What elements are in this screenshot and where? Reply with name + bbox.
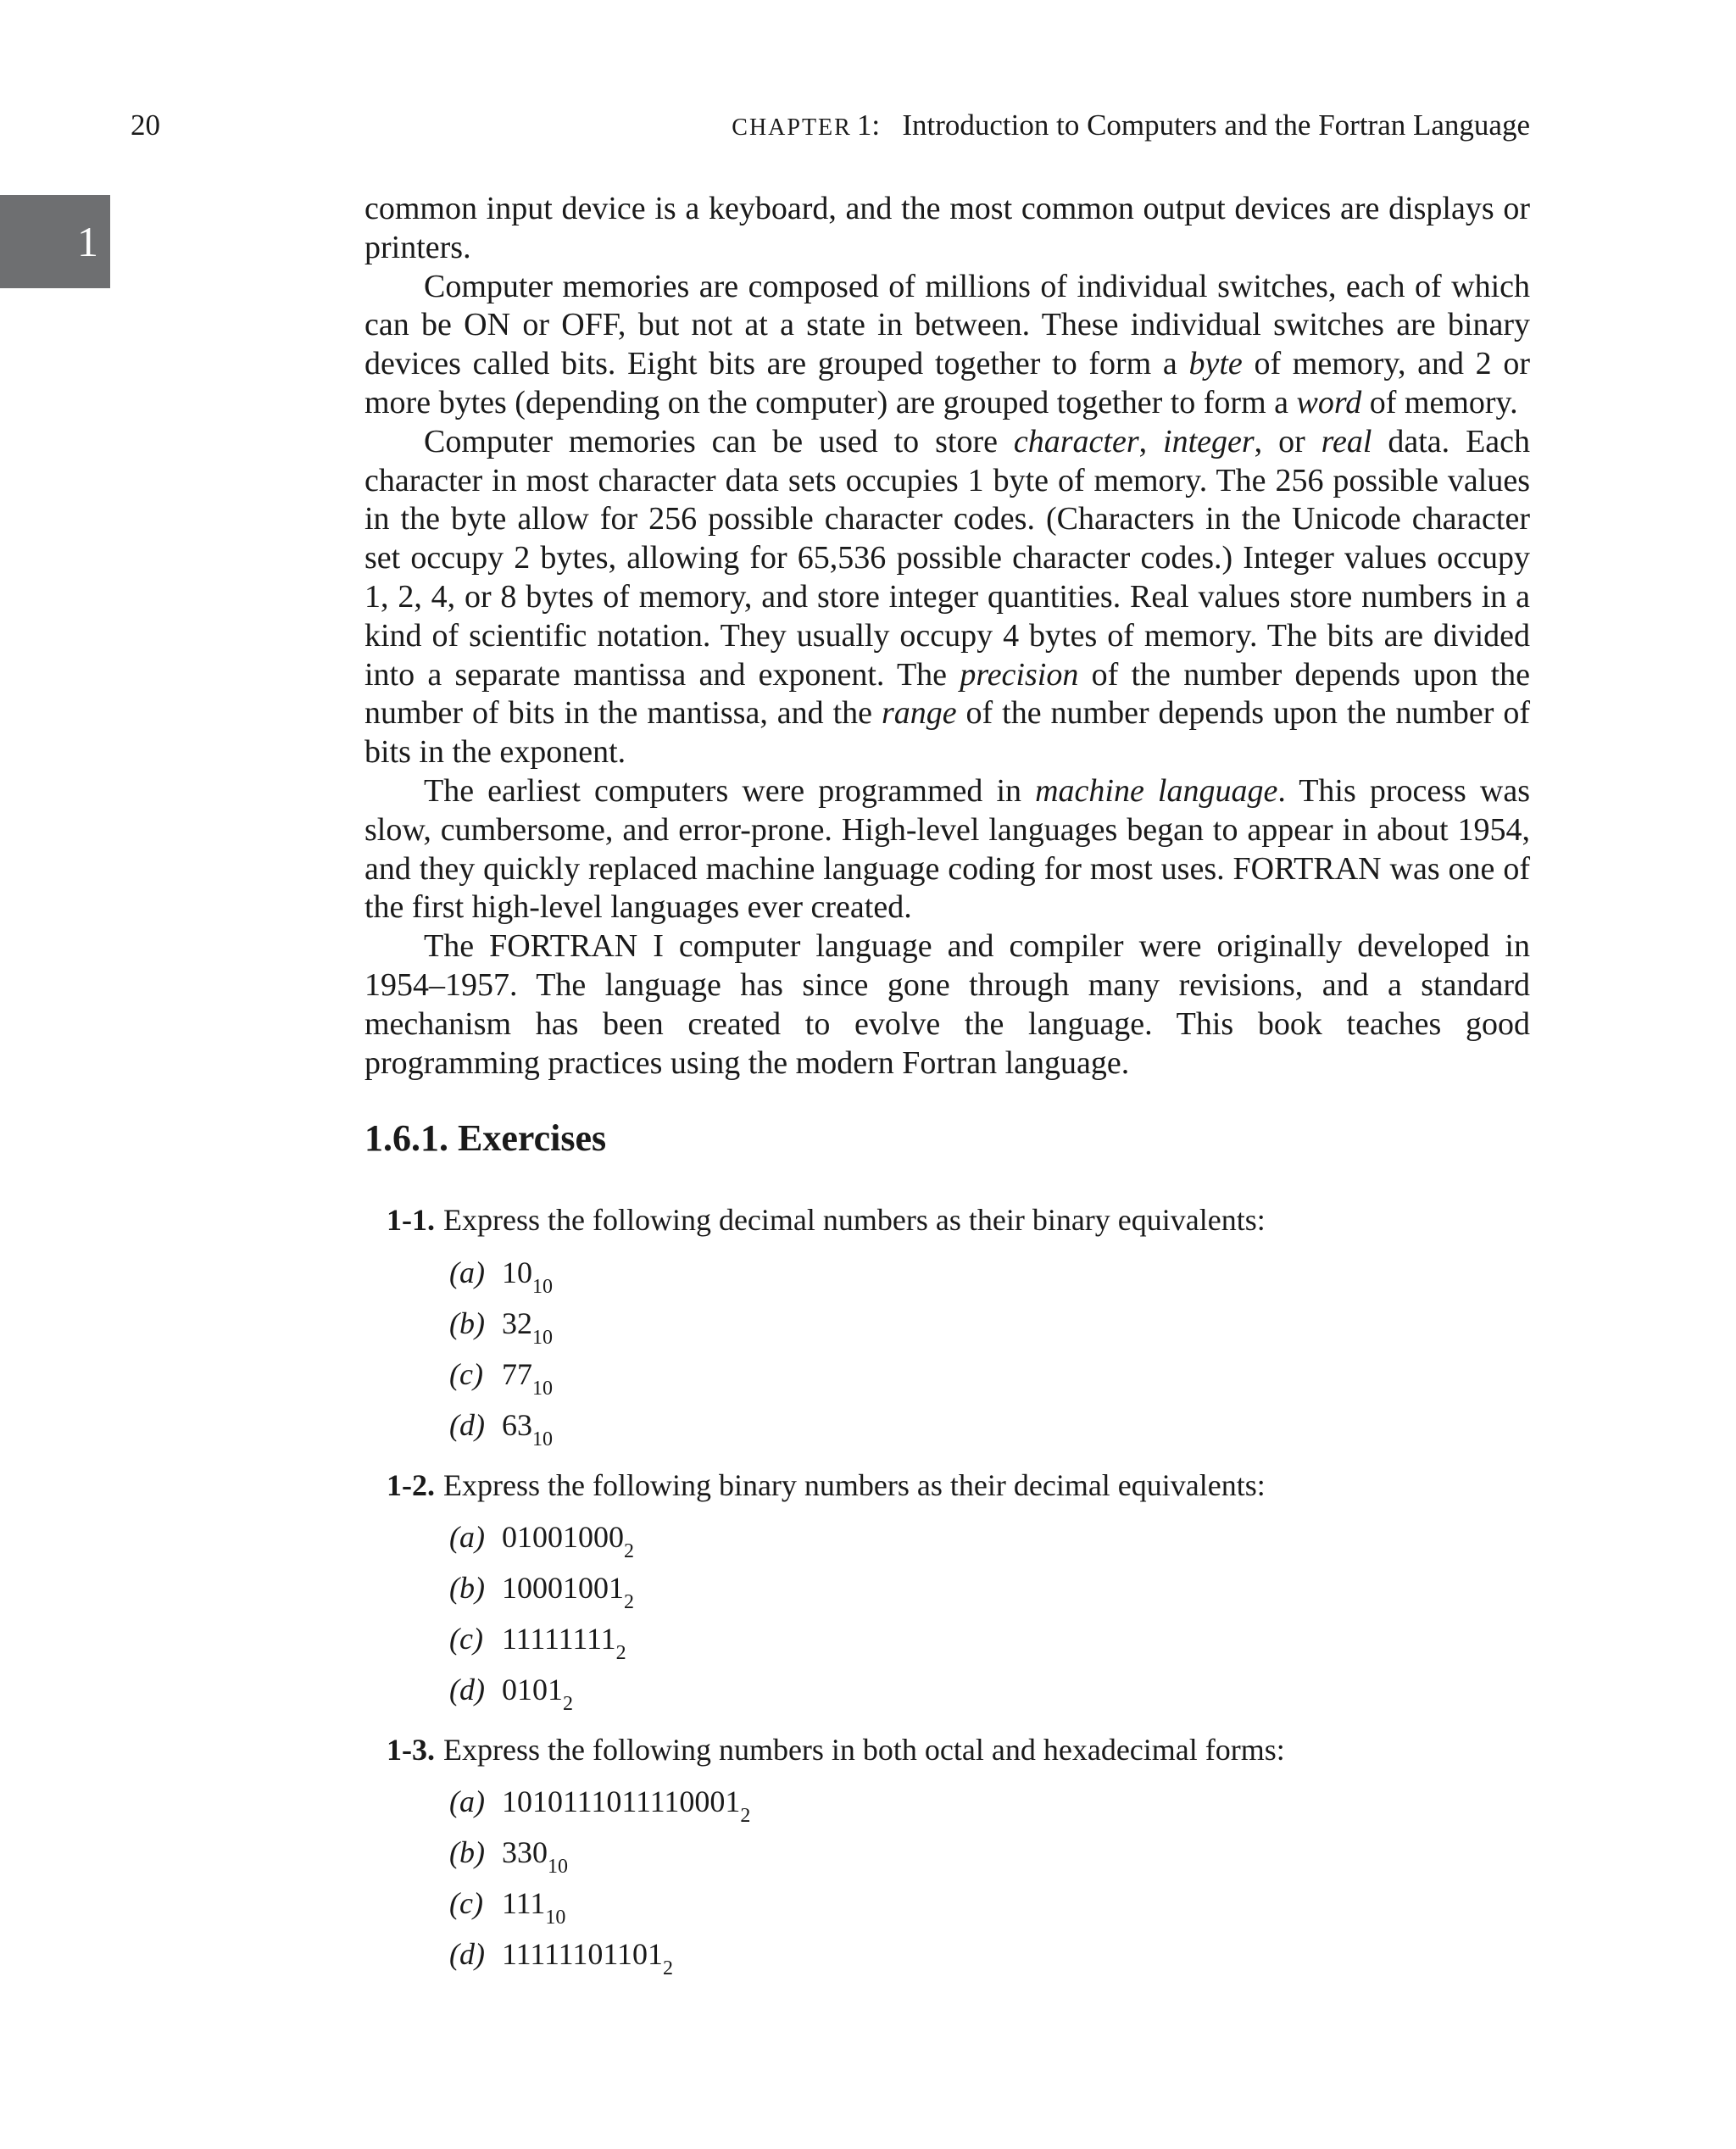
exercise-1-1: 1-1. Express the following decimal numbers as their binary equivalents: [387, 1203, 1266, 1237]
list-item: (c) $11111111_2$ [449, 1622, 626, 1664]
list-item: (d) $0101_2$ [449, 1673, 573, 1715]
list-item: (a) $01001000_2$ [449, 1520, 634, 1562]
list-item: (b) $330_{10}$ [449, 1835, 568, 1878]
paragraph-4: The earliest computers were programmed in machine language. This process was slow, cumbersome, and error-prone. High-level languages began to appear in about 1954, and they quickly replaced machine language coding for most uses. FORTRAN was one of the first high-level languages ever created. [364, 772, 1530, 926]
list-item: (b) $10001001_2$ [449, 1571, 634, 1613]
paragraph-5: The FORTRAN I computer language and compiler were originally developed in 1954–1957. The language has since gone through many revisions, and a standard mechanism has been created to evolve the language. This book teaches good programming practices using the modern Fortran language. [364, 928, 1530, 1081]
page-number: 20 [131, 109, 160, 142]
chapter-tab-label: 1 [77, 218, 98, 265]
list-item: (c) $111_{10}$ [449, 1886, 566, 1929]
list-item: (d) $63_{10}$ [449, 1408, 553, 1450]
chapter-word: CHAPTER [732, 114, 852, 141]
body-text [364, 190, 1530, 1083]
list-item: (c) $77_{10}$ [449, 1357, 553, 1400]
paragraph-2: Computer memories are composed of millions of individual switches, each of which can be ON or OFF, but not at a state in between. These individual switches are binary devices called bits. Eight bits are grouped together to form a byte of memory, and 2 or more bytes (depending on the computer) are grouped together to form a word of memory. [364, 268, 1531, 420]
list-item: (b) $32_{10}$ [449, 1306, 553, 1349]
exercise-1-2: 1-2. Express the following binary numbers as their decimal equivalents: [387, 1468, 1266, 1502]
chapter-number: 1: [856, 109, 881, 142]
running-header [732, 109, 1530, 142]
paragraph-3: Computer memories can be used to store character, integer, or real data. Each character in most character data sets occupies 1 byte of memory. The 256 possible values in the byte allow for 256 possible character codes. (Characters in the Unicode character set occupy 2 bytes, allowing for 65,536 possible character codes.) Integer values occupy 1, 2, 4, or 8 bytes of memory, and store integer quantities. Real values store numbers in a kind of scientific notation. They usually occupy 4 bytes of memory. The bits are divided into a separate mantissa and exponent. The precision of the number depends upon the number of bits in the mantissa, and the range of the number depends upon the number of bits in the exponent. [364, 423, 1531, 771]
paragraph-1: common input device is a keyboard, and the most common output devices are displays or printers. [364, 191, 1530, 265]
list-item: (a) $1010111011110001_2$ [449, 1784, 751, 1827]
exercise-1-3: 1-3. Express the following numbers in both octal and hexadecimal forms: [387, 1733, 1285, 1767]
chapter-title: Introduction to Computers and the Fortran Language [902, 109, 1530, 142]
list-item: (d) $11111101101_2$ [449, 1937, 673, 1979]
section-heading: 1.6.1. Exercises [364, 1117, 607, 1159]
chapter-side-tab [0, 195, 110, 288]
list-item: (a) $10_{10}$ [449, 1255, 553, 1298]
